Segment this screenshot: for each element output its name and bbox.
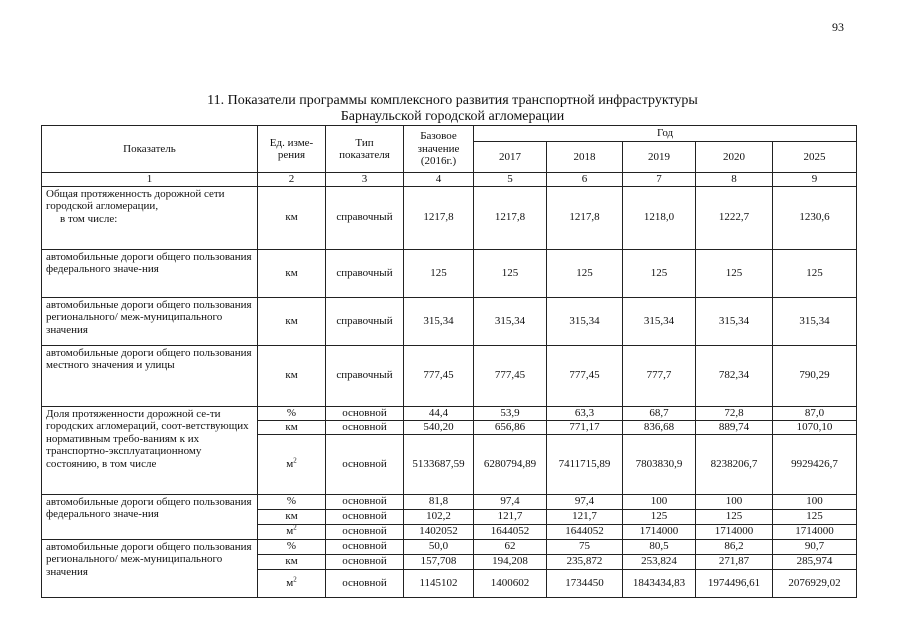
value-cell: 194,208: [474, 554, 547, 569]
value-cell: 1714000: [623, 524, 696, 539]
value-cell: 68,7: [623, 406, 696, 420]
column-number-row: [42, 173, 857, 187]
table-title: 11. Показатели программы комплексного развития транспортной инфраструктуры: [207, 93, 698, 108]
value-cell: 9929426,7: [773, 434, 857, 494]
indicator-label: Общая протяженность дорожной сети городской агломерации, в том числе:: [42, 186, 258, 249]
header-year: 2018: [547, 142, 623, 173]
value-cell: 1714000: [696, 524, 773, 539]
value-cell: 1217,8: [404, 186, 474, 249]
unit-cell: км: [258, 509, 326, 524]
type-cell: основной: [326, 539, 404, 554]
value-cell: 1218,0: [623, 186, 696, 249]
value-cell: 125: [623, 249, 696, 297]
value-cell: 86,2: [696, 539, 773, 554]
type-cell: справочный: [326, 345, 404, 406]
value-cell: 125: [696, 509, 773, 524]
value-cell: 777,45: [547, 345, 623, 406]
value-cell: 102,2: [404, 509, 474, 524]
table-subtitle: Барнаульской городской агломерации: [340, 109, 565, 124]
table-row: [42, 249, 857, 297]
value-cell: 157,708: [404, 554, 474, 569]
table-row: [42, 297, 857, 345]
value-cell: 315,34: [404, 297, 474, 345]
value-cell: 100: [773, 494, 857, 509]
indicator-label: автомобильные дороги общего пользования регионального/ меж-муниципального значения: [42, 297, 258, 345]
header-indicator: Показатель: [42, 126, 258, 173]
value-cell: 100: [696, 494, 773, 509]
indicator-label: автомобильные дороги общего пользования федерального значе-ния: [42, 494, 258, 539]
value-cell: 125: [773, 249, 857, 297]
value-cell: 1644052: [474, 524, 547, 539]
type-cell: основной: [326, 494, 404, 509]
header-base: Базовое значение (2016г.): [404, 126, 474, 173]
value-cell: 315,34: [696, 297, 773, 345]
value-cell: 1230,6: [773, 186, 857, 249]
value-cell: 81,8: [404, 494, 474, 509]
unit-cell: $м^2$: [258, 569, 326, 597]
type-cell: основной: [326, 524, 404, 539]
type-cell: основной: [326, 434, 404, 494]
value-cell: 1402052: [404, 524, 474, 539]
indicator-label: автомобильные дороги общего пользования регионального/ меж-муниципального значения: [42, 539, 258, 597]
value-cell: 62: [474, 539, 547, 554]
header-row: [42, 126, 857, 142]
indicator-label: автомобильные дороги общего пользования федерального значе-ния: [42, 249, 258, 297]
value-cell: 1217,8: [474, 186, 547, 249]
value-cell: 75: [547, 539, 623, 554]
header-year: 2019: [623, 142, 696, 173]
value-cell: 836,68: [623, 420, 696, 434]
value-cell: 63,3: [547, 406, 623, 420]
value-cell: 121,7: [547, 509, 623, 524]
table-row: [42, 494, 857, 509]
header-year-group: Год: [474, 126, 857, 142]
value-cell: 1400602: [474, 569, 547, 597]
unit-cell: $м^2$: [258, 434, 326, 494]
value-cell: 90,7: [773, 539, 857, 554]
type-cell: справочный: [326, 186, 404, 249]
table-row: [42, 406, 857, 420]
value-cell: 777,7: [623, 345, 696, 406]
indicator-label: Доля протяженности дорожной се-ти городских агломераций, соот-ветствующих нормативным требо-ваниям к их транспортно-эксплуатационному состоянию, в том числе: [42, 406, 258, 494]
value-cell: 97,4: [547, 494, 623, 509]
value-cell: 1734450: [547, 569, 623, 597]
unit-cell: км: [258, 186, 326, 249]
value-cell: 125: [623, 509, 696, 524]
value-cell: 97,4: [474, 494, 547, 509]
value-cell: 540,20: [404, 420, 474, 434]
type-cell: основной: [326, 569, 404, 597]
value-cell: 1714000: [773, 524, 857, 539]
column-number: 3: [326, 173, 404, 187]
value-cell: 271,87: [696, 554, 773, 569]
value-cell: 125: [696, 249, 773, 297]
unit-cell: км: [258, 345, 326, 406]
column-number: 6: [547, 173, 623, 187]
value-cell: 235,872: [547, 554, 623, 569]
value-cell: 771,17: [547, 420, 623, 434]
value-cell: 656,86: [474, 420, 547, 434]
value-cell: 777,45: [404, 345, 474, 406]
value-cell: 777,45: [474, 345, 547, 406]
type-cell: справочный: [326, 297, 404, 345]
value-cell: 1222,7: [696, 186, 773, 249]
value-cell: 7803830,9: [623, 434, 696, 494]
value-cell: 1217,8: [547, 186, 623, 249]
column-number: 5: [474, 173, 547, 187]
value-cell: 80,5: [623, 539, 696, 554]
value-cell: 2076929,02: [773, 569, 857, 597]
header-year: 2020: [696, 142, 773, 173]
header-unit: Ед. изме- рения: [258, 126, 326, 173]
type-cell: основной: [326, 554, 404, 569]
type-cell: основной: [326, 406, 404, 420]
value-cell: 50,0: [404, 539, 474, 554]
value-cell: 1974496,61: [696, 569, 773, 597]
header-type: Тип показателя: [326, 126, 404, 173]
value-cell: 1644052: [547, 524, 623, 539]
value-cell: 125: [547, 249, 623, 297]
value-cell: 6280794,89: [474, 434, 547, 494]
unit-cell: км: [258, 554, 326, 569]
unit-cell: %: [258, 406, 326, 420]
column-number: 9: [773, 173, 857, 187]
indicator-label: автомобильные дороги общего пользования местного значения и улицы: [42, 345, 258, 406]
value-cell: 53,9: [474, 406, 547, 420]
value-cell: 72,8: [696, 406, 773, 420]
value-cell: 285,974: [773, 554, 857, 569]
value-cell: 44,4: [404, 406, 474, 420]
value-cell: 315,34: [474, 297, 547, 345]
value-cell: 790,29: [773, 345, 857, 406]
value-cell: 315,34: [623, 297, 696, 345]
value-cell: 889,74: [696, 420, 773, 434]
indicators-table: [41, 125, 857, 598]
header-year: 2025: [773, 142, 857, 173]
column-number: 7: [623, 173, 696, 187]
unit-cell: $м^2$: [258, 524, 326, 539]
value-cell: 315,34: [547, 297, 623, 345]
value-cell: 8238206,7: [696, 434, 773, 494]
column-number: 4: [404, 173, 474, 187]
type-cell: справочный: [326, 249, 404, 297]
value-cell: 121,7: [474, 509, 547, 524]
unit-cell: %: [258, 494, 326, 509]
value-cell: 125: [404, 249, 474, 297]
column-number: 2: [258, 173, 326, 187]
value-cell: 782,34: [696, 345, 773, 406]
page-number: 93: [832, 20, 844, 34]
value-cell: 253,824: [623, 554, 696, 569]
unit-cell: %: [258, 539, 326, 554]
table-row: [42, 186, 857, 249]
value-cell: 1145102: [404, 569, 474, 597]
table-row: [42, 539, 857, 554]
column-number: 1: [42, 173, 258, 187]
value-cell: 5133687,59: [404, 434, 474, 494]
type-cell: основной: [326, 420, 404, 434]
value-cell: 100: [623, 494, 696, 509]
unit-cell: км: [258, 420, 326, 434]
value-cell: 125: [474, 249, 547, 297]
type-cell: основной: [326, 509, 404, 524]
value-cell: 125: [773, 509, 857, 524]
header-year: 2017: [474, 142, 547, 173]
unit-cell: км: [258, 297, 326, 345]
unit-cell: км: [258, 249, 326, 297]
value-cell: 87,0: [773, 406, 857, 420]
value-cell: 1070,10: [773, 420, 857, 434]
table-row: [42, 345, 857, 406]
value-cell: 315,34: [773, 297, 857, 345]
value-cell: 1843434,83: [623, 569, 696, 597]
column-number: 8: [696, 173, 773, 187]
value-cell: 7411715,89: [547, 434, 623, 494]
